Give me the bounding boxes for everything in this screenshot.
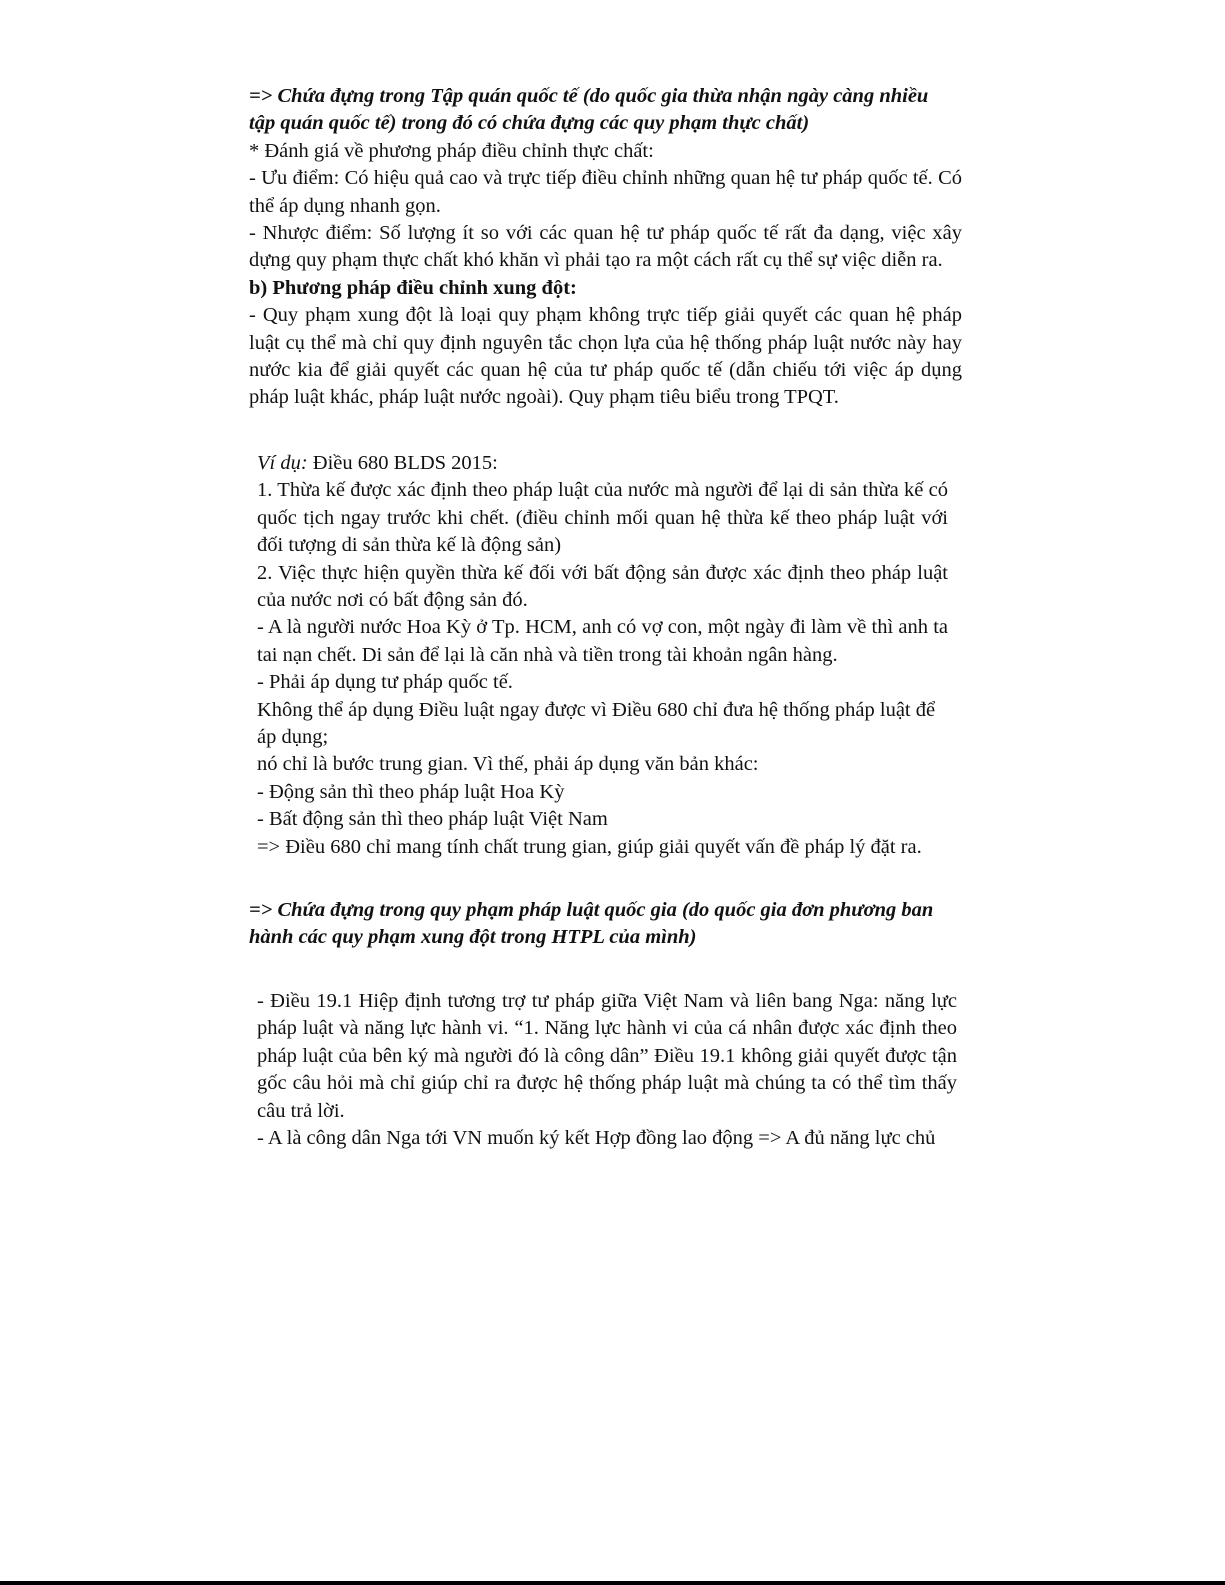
example-immovable: - Bất động sản thì theo pháp luật Việt Nam [257,808,608,831]
heading-international-custom-line1: => Chứa đựng trong Tập quán quốc tế (do quốc gia thừa nhận ngày càng nhiều [249,85,929,107]
example-label: Ví dụ: [257,452,308,474]
case-a-paragraph: - A là công dân Nga tới VN muốn ký kết Hợp đồng lao động => A đủ năng lực chủ [257,1127,936,1150]
page-bottom-border [0,1581,1225,1585]
example-movable: - Động sản thì theo pháp luật Hoa Kỳ [257,780,565,803]
example-item-1: 1. Thừa kế được xác định theo pháp luật của nước mà người để lại di sản thừa kế có quốc tịch ngay trước khi chết. (điều chỉnh mối quan hệ thừa kế theo pháp luật với đối tượng di sản thừa kế là động sản) [257,479,948,557]
section-treaty [257,988,957,1152]
example-conclusion: => Điều 680 chỉ mang tính chất trung gian, giúp giải quyết vấn đề pháp lý đặt ra. [257,835,922,858]
advantage-paragraph: - Ưu điểm: Có hiệu quả cao và trực tiếp điều chỉnh những quan hệ tư pháp quốc tế. Có thể áp dụng nhanh gọn. [249,167,962,217]
heading-national-law-line1: => Chứa đựng trong quy phạm pháp luật quốc gia (do quốc gia đơn phương ban [249,899,934,921]
heading-national-law-line2: hành các quy phạm xung đột trong HTPL của mình) [249,926,697,949]
example-note-line3: nó chỉ là bước trung gian. Vì thế, phải áp dụng văn bản khác: [257,753,759,776]
example-case: - A là người nước Hoa Kỳ ở Tp. HCM, anh có vợ con, một ngày đi làm về thì anh ta tai nạn chết. Di sản để lại là căn nhà và tiền trong tài khoản ngân hàng. [257,616,948,666]
example-item-2: 2. Việc thực hiện quyền thừa kế đối với bất động sản được xác định theo pháp luật của nước nơi có bất động sản đó. [257,561,948,612]
example-note-line1: Không thể áp dụng Điều luật ngay được vì Điều 680 chỉ đưa hệ thống pháp luật để [257,698,936,721]
evaluation-title: * Đánh giá về phương pháp điều chỉnh thực chất: [249,139,654,162]
example-article: Điều 680 BLDS 2015: [307,452,498,474]
section-substantive [249,83,962,412]
section-national-law [249,897,962,952]
treaty-paragraph: - Điều 19.1 Hiệp định tương trợ tư pháp giữa Việt Nam và liên bang Nga: năng lực pháp luật và năng lực hành vi. “1. Năng lực hành vi của cá nhân được xác định theo pháp luật của bên ký mà người đó là công dân” Điều 19.1 không giải quyết được tận gốc câu hỏi mà chỉ giúp chỉ ra được hệ thống pháp luật mà chúng ta có thể tìm thấy câu trả lời. [257,990,957,1122]
heading-international-custom-line2: tập quán quốc tế) trong đó có chứa đựng các quy phạm thực chất) [249,112,810,135]
conflict-rule-paragraph: - Quy phạm xung đột là loại quy phạm không trực tiếp giải quyết các quan hệ pháp luật cụ thể mà chỉ quy định nguyên tắc chọn lựa của hệ thống pháp luật nước này hay nước kia để giải quyết các quan hệ của tư pháp quốc tế (dẫn chiếu tới việc áp dụng pháp luật khác, pháp luật nước ngoài). Quy phạm tiêu biểu trong TPQT. [249,304,962,409]
disadvantage-paragraph: - Nhược điểm: Số lượng ít so với các quan hệ tư pháp quốc tế rất đa dạng, việc xây dựng quy phạm thực chất khó khăn vì phải tạo ra một cách rất cụ thể sự việc diễn ra. [249,222,962,272]
example-block [257,450,948,861]
example-note-line2: áp dụng; [257,726,329,749]
example-apply: - Phải áp dụng tư pháp quốc tế. [257,671,513,694]
subheading-conflict-method: b) Phương pháp điều chỉnh xung đột: [249,276,577,299]
example-title [257,450,948,477]
